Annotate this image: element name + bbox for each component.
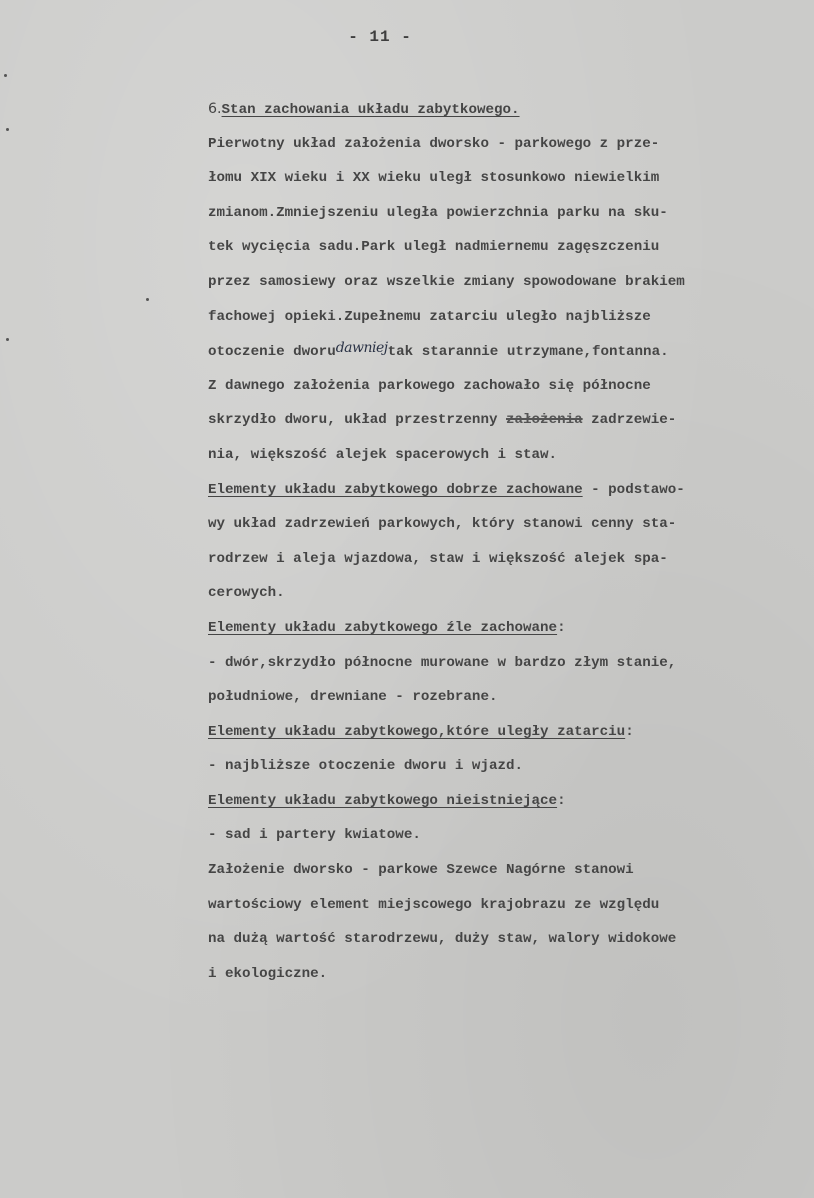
text-line: fachowej opieki.Zupełnemu zatarciu uległo najbliższe <box>208 308 651 325</box>
heading-colon: : <box>625 723 634 740</box>
margin-speck <box>6 338 9 341</box>
text-fragment: zadrzewie- <box>591 412 677 429</box>
text-fragment: tak starannie utrzymane,fontanna. <box>387 344 669 361</box>
text-line: na dużą wartość starodrzewu, duży staw, walory widokowe <box>208 931 677 948</box>
text-line: rodrzew i aleja wjazdowa, staw i większość alejek spa- <box>208 550 668 567</box>
text-line: południowe, drewniane - rozebrane. <box>208 689 498 706</box>
text-line: - najbliższe otoczenie dworu i wjazd. <box>208 758 524 775</box>
text-line: Z dawnego założenia parkowego zachowało się północne <box>208 377 651 394</box>
text-line-with-insertion <box>208 334 800 369</box>
text-line: Założenie dworsko - parkowe Szewce Nagórne stanowi <box>208 862 634 879</box>
text-line: i ekologiczne. <box>208 965 328 982</box>
text-line: - dwór,skrzydło północne murowane w bardzo złym stanie, <box>208 654 677 671</box>
text-line: - sad i partery kwiatowe. <box>208 827 421 844</box>
text-line: tek wycięcia sadu.Park uległ nadmiernemu zagęszczeniu <box>208 239 660 256</box>
heading-colon: : <box>557 792 566 809</box>
text-line: zmianom.Zmniejszeniu uległa powierzchnia parku na sku- <box>208 204 668 221</box>
margin-speck <box>4 74 7 77</box>
margin-speck <box>6 128 9 131</box>
text-line: nia, większość alejek spacerowych i staw. <box>208 446 558 463</box>
text-line: wartościowy element miejscowego krajobrazu ze względu <box>208 896 660 913</box>
subsection-heading-bad <box>208 611 800 646</box>
subsection-heading-erased <box>208 715 800 750</box>
text-line: cerowych. <box>208 585 285 602</box>
heading-title: Stan zachowania układu zabytkowego. <box>221 102 520 118</box>
text-line: łomu XIX wieku i XX wieku uległ stosunkowo niewielkim <box>208 170 660 187</box>
heading-colon: : <box>557 619 566 636</box>
text-line-with-strikeout <box>208 403 800 438</box>
section-heading <box>208 92 800 127</box>
page-number: - 11 - <box>348 28 412 46</box>
text-line: przez samosiewy oraz wszelkie zmiany spowodowane brakiem <box>208 273 685 290</box>
subsection-title: Elementy układu zabytkowego,które uległy zatarciu <box>208 723 626 740</box>
text-line: Pierwotny układ założenia dworsko - parkowego z prze- <box>208 135 660 152</box>
subsection-title: Elementy układu zabytkowego dobrze zachowane <box>208 481 583 498</box>
heading-number: 6. <box>208 101 222 117</box>
struck-out-word: założenia <box>506 412 583 429</box>
subsection-title: Elementy układu zabytkowego nieistniejące <box>208 792 558 809</box>
subsection-title: Elementy układu zabytkowego źle zachowane <box>208 619 558 636</box>
handwritten-insertion: dawniej <box>335 340 388 357</box>
text-fragment: - podstawo- <box>582 481 685 498</box>
body-text <box>208 92 800 991</box>
subsection-heading-missing <box>208 784 800 819</box>
text-fragment: otoczenie dworu <box>208 344 336 361</box>
subsection-heading-good <box>208 473 800 508</box>
margin-speck <box>146 298 149 301</box>
text-line: wy układ zadrzewień parkowych, który stanowi cenny sta- <box>208 516 677 533</box>
text-fragment: skrzydło dworu, układ przestrzenny <box>208 412 498 429</box>
